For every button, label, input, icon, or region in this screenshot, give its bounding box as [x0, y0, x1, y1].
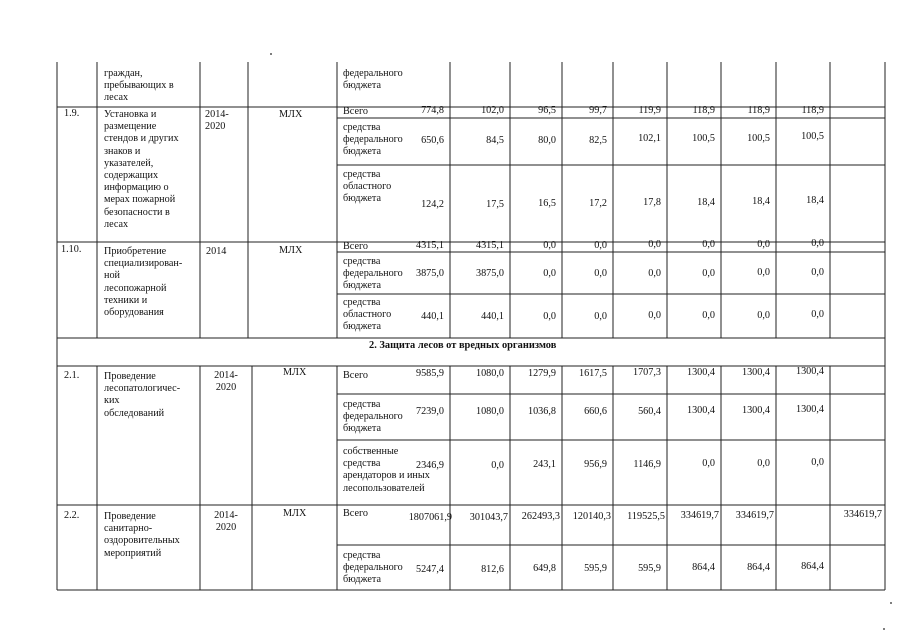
- value-cell: 0,0: [543, 268, 556, 279]
- section-title: 2. Защита лесов от вредных организмов: [369, 340, 557, 351]
- scan-speck: [270, 53, 272, 55]
- value-cell: 0,0: [811, 267, 824, 278]
- value-cell: 82,5: [589, 135, 607, 146]
- source-total: Всего: [343, 241, 368, 252]
- row-name: Установка и размещение стендов и других знаков и указателей, содержащих информацию о мерах пожарной безопасности в лесах: [104, 109, 179, 230]
- row-period: 2014- 2020: [214, 510, 238, 534]
- value-cell: 1279,9: [527, 368, 556, 379]
- value-cell: 84,5: [486, 135, 504, 146]
- value-cell: 0,0: [757, 310, 770, 321]
- value-cell: 649,8: [533, 563, 556, 574]
- value-cell: 0,0: [648, 268, 661, 279]
- value-cell: 0,0: [648, 239, 661, 250]
- value-cell: 1707,3: [632, 367, 661, 378]
- value-cell: 1146,9: [633, 459, 661, 470]
- value-cell: 0,0: [702, 239, 715, 250]
- source-regional: средства областного бюджета: [343, 297, 392, 333]
- source-total: Всего: [343, 508, 368, 519]
- row-period: 2014: [206, 246, 227, 257]
- continuation-source: федерального бюджета: [343, 68, 403, 92]
- value-cell: 1300,4: [741, 367, 770, 378]
- source-total: Всего: [343, 106, 368, 117]
- value-cell: 0,0: [594, 311, 607, 322]
- row-executor: МЛХ: [279, 109, 303, 120]
- value-cell: 1080,0: [475, 368, 504, 379]
- value-cell: 17,5: [486, 199, 504, 210]
- value-cell: 0,0: [702, 310, 715, 321]
- value-cell: 80,0: [538, 135, 556, 146]
- row-name: Проведение лесопатологичес- ких обследований: [104, 371, 181, 419]
- value-cell: 18,4: [752, 196, 770, 207]
- value-cell: 1807061,9: [408, 512, 452, 523]
- value-cell: 17,2: [589, 198, 607, 209]
- value-cell: 1300,4: [686, 405, 715, 416]
- value-cell: 0,0: [543, 240, 556, 251]
- value-cell: 5247,4: [415, 564, 444, 575]
- value-cell: 1617,5: [578, 368, 607, 379]
- value-cell: 595,9: [584, 563, 607, 574]
- value-cell: 17,8: [643, 197, 661, 208]
- value-cell: 0,0: [702, 458, 715, 469]
- scan-speck: [883, 628, 885, 630]
- value-cell: 334619,7: [735, 510, 774, 521]
- source-federal: средства федерального бюджета: [343, 122, 403, 158]
- value-cell: 243,1: [533, 459, 556, 470]
- value-cell: 864,4: [801, 561, 824, 572]
- scan-speck: [890, 602, 892, 604]
- value-cell: 440,1: [481, 311, 504, 322]
- value-cell: 0,0: [543, 311, 556, 322]
- value-cell: 18,4: [806, 195, 824, 206]
- value-cell: 0,0: [491, 460, 504, 471]
- value-cell: 100,5: [692, 133, 715, 144]
- value-cell: 102,1: [638, 133, 661, 144]
- value-cell: 3875,0: [415, 268, 444, 279]
- value-cell: 864,4: [747, 562, 770, 573]
- row-period: 2014- 2020: [205, 109, 229, 133]
- value-cell: 118,9: [692, 105, 715, 116]
- value-cell: 120140,3: [572, 511, 611, 522]
- value-cell: 7239,0: [415, 406, 444, 417]
- value-cell: 812,6: [481, 564, 504, 575]
- value-cell: 774,8: [421, 105, 444, 116]
- value-cell: 560,4: [638, 406, 661, 417]
- value-cell: 595,9: [638, 563, 661, 574]
- value-cell: 100,5: [801, 131, 824, 142]
- value-cell: 2346,9: [415, 460, 444, 471]
- value-cell: 956,9: [584, 459, 607, 470]
- value-cell: 100,5: [747, 133, 770, 144]
- row-number: 1.10.: [61, 244, 82, 255]
- row-period: 2014- 2020: [214, 370, 238, 394]
- row-executor: МЛХ: [283, 367, 307, 378]
- value-cell: 96,5: [538, 105, 556, 116]
- value-cell: 650,6: [421, 135, 444, 146]
- value-cell: 1300,4: [795, 366, 824, 377]
- value-cell: 3875,0: [475, 268, 504, 279]
- value-cell: 301043,7: [469, 512, 508, 523]
- value-cell: 1300,4: [795, 404, 824, 415]
- value-cell: 262493,3: [521, 511, 560, 522]
- value-cell: 124,2: [421, 199, 444, 210]
- source-own: собственные средства арендаторов и иных лесопользователей: [343, 446, 430, 494]
- value-cell: 0,0: [757, 267, 770, 278]
- value-cell: 4315,1: [475, 240, 504, 251]
- row-name: Проведение санитарно- оздоровительных мероприятий: [104, 511, 180, 559]
- value-cell: 18,4: [697, 197, 715, 208]
- row-executor: МЛХ: [283, 508, 307, 519]
- value-cell: 1080,0: [475, 406, 504, 417]
- row-number: 1.9.: [64, 108, 80, 119]
- value-cell: 0,0: [757, 239, 770, 250]
- value-cell: 99,7: [589, 105, 607, 116]
- value-cell: 119525,5: [627, 511, 665, 522]
- value-cell: 9585,9: [415, 368, 444, 379]
- value-cell: 118,9: [747, 105, 770, 116]
- value-cell: 102,0: [481, 105, 504, 116]
- source-federal: средства федерального бюджета: [343, 550, 403, 586]
- value-cell: 0,0: [594, 268, 607, 279]
- value-cell: 0,0: [757, 458, 770, 469]
- source-total: Всего: [343, 370, 368, 381]
- value-cell: 440,1: [421, 311, 444, 322]
- source-federal: средства федерального бюджета: [343, 399, 403, 435]
- columns-bottom: [97, 366, 830, 590]
- value-cell: 119,9: [638, 105, 661, 116]
- value-cell: 0,0: [811, 238, 824, 249]
- value-cell: 4315,1: [415, 240, 444, 251]
- value-cell: 0,0: [594, 240, 607, 251]
- value-cell: 118,9: [801, 105, 824, 116]
- value-cell: 1036,8: [527, 406, 556, 417]
- value-cell: 16,5: [538, 198, 556, 209]
- value-cell: 0,0: [811, 309, 824, 320]
- value-cell: 0,0: [648, 310, 661, 321]
- continuation-name: граждан, пребывающих в лесах: [104, 68, 174, 104]
- value-cell: 0,0: [811, 457, 824, 468]
- row-name: Приобретение специализирован- ной лесопожарной техники и оборудования: [104, 246, 183, 319]
- value-cell: 0,0: [702, 268, 715, 279]
- row-executor: МЛХ: [279, 245, 303, 256]
- value-cell: 864,4: [692, 562, 715, 573]
- value-cell: 1300,4: [741, 405, 770, 416]
- value-cell: 660,6: [584, 406, 607, 417]
- row-number: 2.2.: [64, 510, 80, 521]
- source-regional: средства областного бюджета: [343, 169, 392, 205]
- source-federal: средства федерального бюджета: [343, 256, 403, 292]
- value-cell: 334619,7: [843, 509, 882, 520]
- value-cell: 1300,4: [686, 367, 715, 378]
- value-cell: 334619,7: [680, 510, 719, 521]
- row-number: 2.1.: [64, 370, 80, 381]
